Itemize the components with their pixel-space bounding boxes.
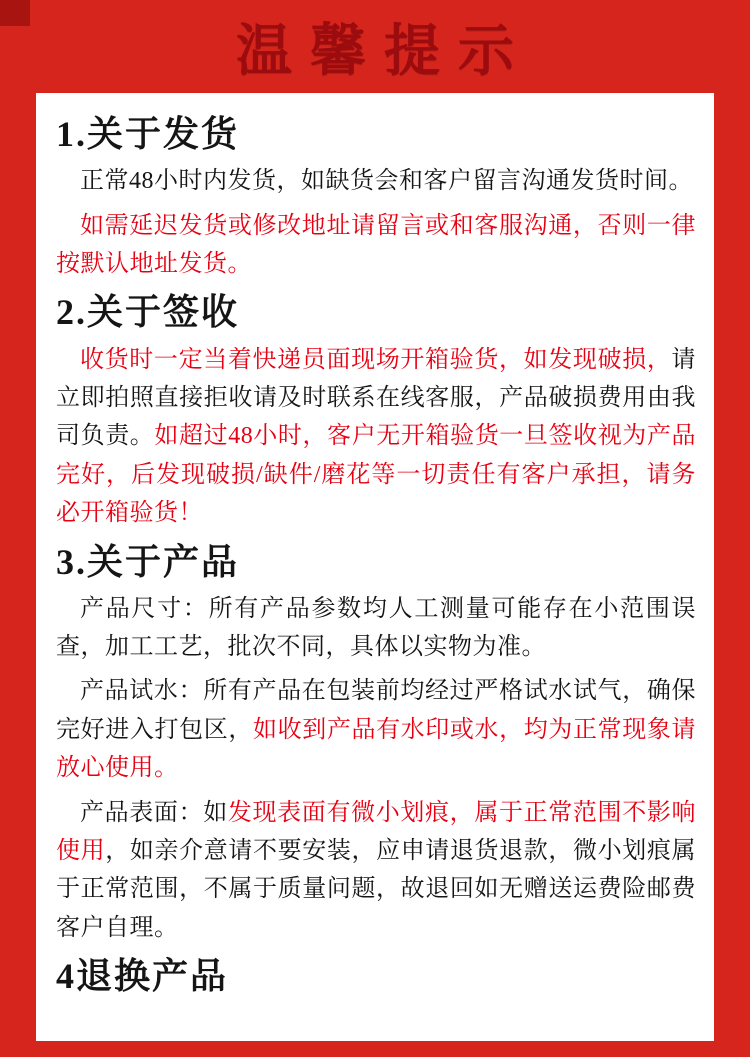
section-returns-heading: 4退换产品: [56, 956, 229, 997]
text-run: 正常48小时内发货，如缺货会和客户留言沟通发货时间。: [80, 168, 693, 195]
section-product-heading: 3.关于产品: [56, 541, 240, 582]
product-size-paragraph: [56, 590, 696, 667]
shipping-paragraph: [56, 162, 696, 200]
notice-panel: [36, 93, 714, 1041]
signing-paragraph: [56, 341, 696, 533]
page-header: [0, 0, 750, 93]
text-run: ，如亲介意请不要安装，应申请退货退款，微小划痕属于正常范围，不属于质量问题，故退回如无赠送运费险邮费客户自理。: [56, 838, 697, 941]
text-run: 产品试水：所有产品在包装前均经过严格试水试气，确保完好进入打包区，: [56, 678, 696, 743]
text-run: 请立即拍照直接拒收请及时联系在线客服，产品破损费用由我司负责。: [56, 346, 696, 450]
shipping-delay-paragraph: [56, 207, 696, 284]
page-title: 温馨提示: [236, 20, 532, 83]
text-run: 产品表面：如: [80, 799, 228, 826]
text-run: 发现表面有微小划痕，属于正常范围不影响使用: [56, 799, 696, 865]
text-run: 产品尺寸：所有产品参数均人工测量可能存在小范围误查，加工工艺，批次不同，具体以实物为准。: [56, 595, 696, 661]
text-run: 收货时一定当着快递员面现场开箱验货，如发现破损，: [80, 346, 672, 373]
section-signing-heading: 2.关于签收: [56, 292, 240, 333]
text-run: 如需延迟发货或修改地址请留言或和客服沟通，否则一律按默认地址发货。: [56, 212, 696, 277]
section-shipping-heading: 1.关于发货: [56, 114, 240, 154]
text-run: 如超过48小时，客户无开箱验货一旦签收视为产品完好，后发现破损/缺件/磨花等一切责任有客户承担，请务必开箱验货！: [56, 423, 697, 527]
text-run: 如收到产品有水印或水，均为正常现象请放心使用。: [56, 716, 697, 782]
product-surface-paragraph: [56, 794, 696, 948]
product-watertest-paragraph: [56, 672, 696, 787]
